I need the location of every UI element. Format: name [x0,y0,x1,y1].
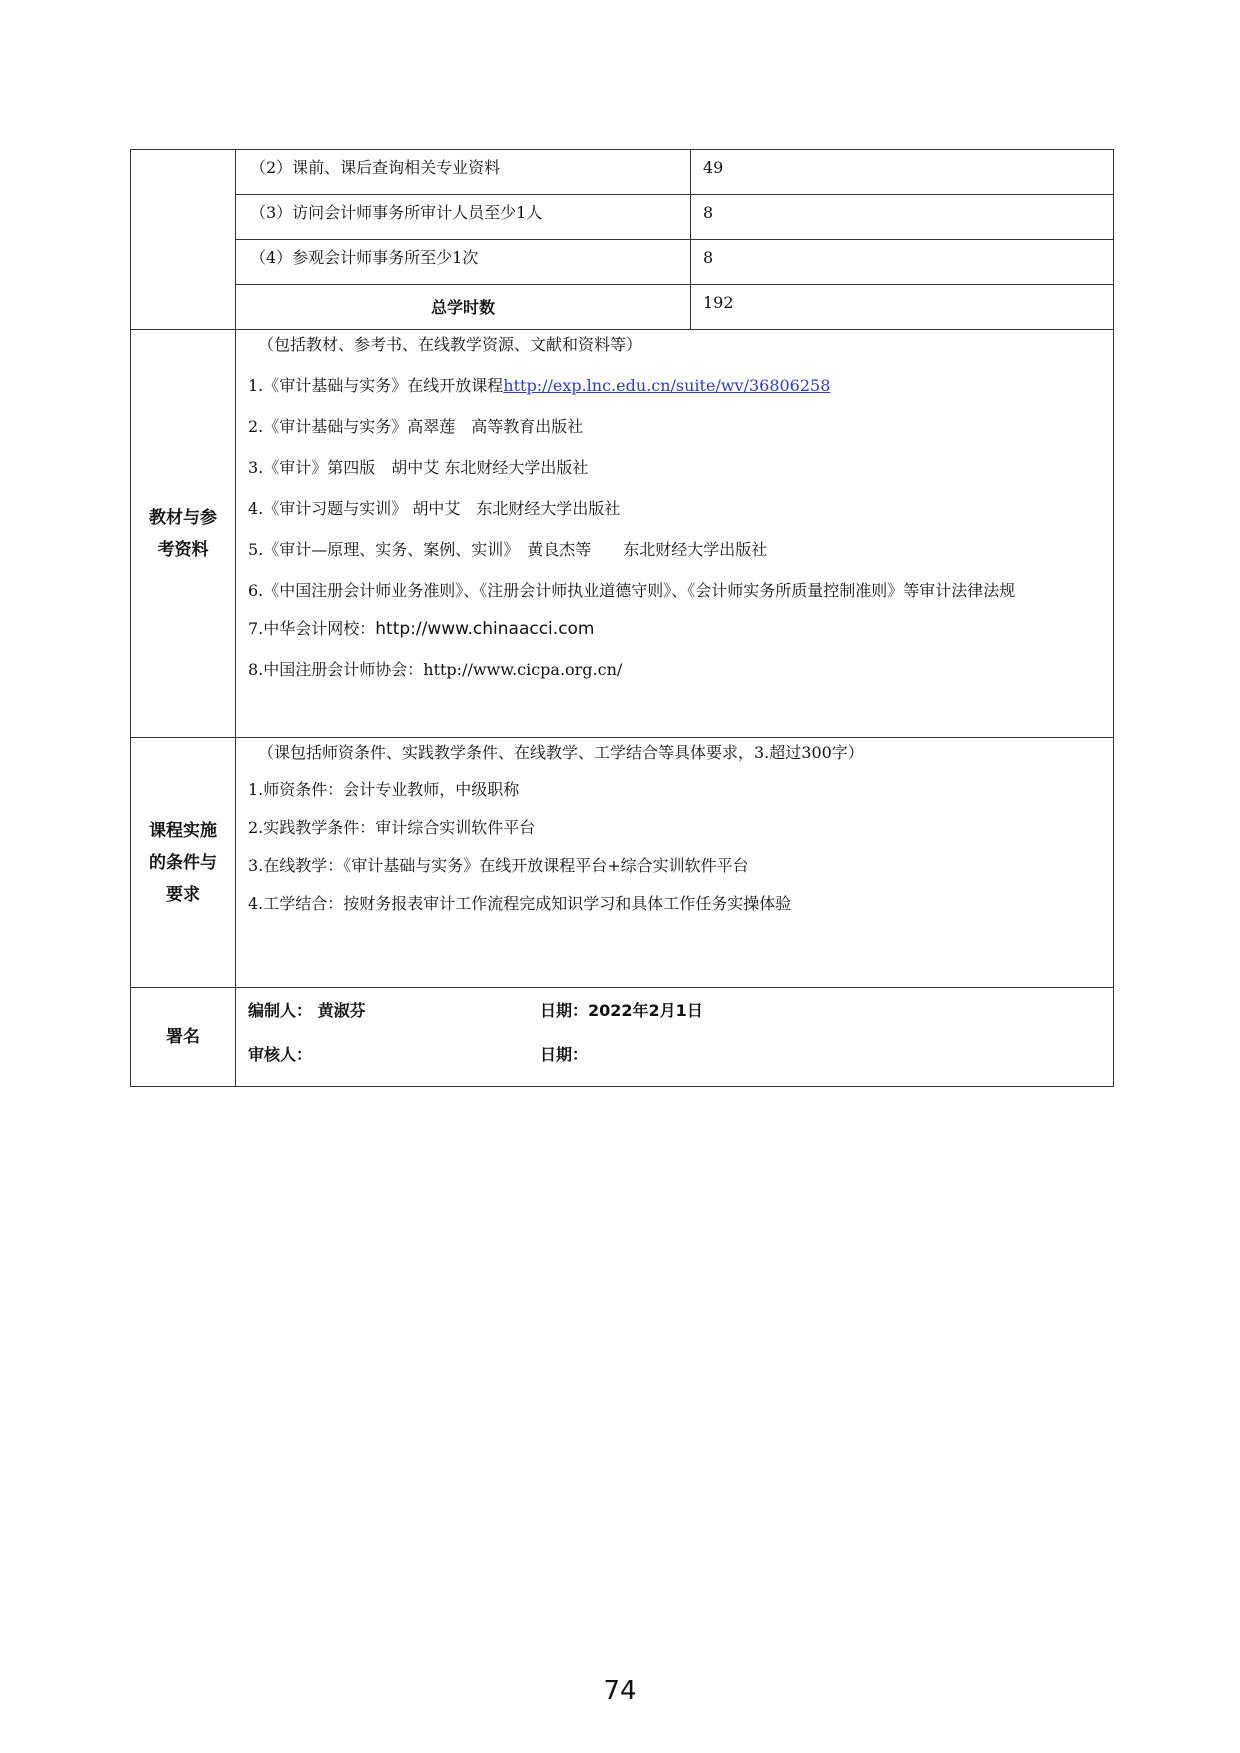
date-label: 日期： [540,1001,589,1020]
total-label: 总学时数 [236,285,691,330]
materials-content [236,330,1114,738]
editor-name: 黄淑芬 [317,1001,366,1020]
materials-row [131,330,1114,738]
reference-item: 6.《中国注册会计师业务准则》、《注册会计师执业道德守则》、《会计师实务所质量控制准则》等审计法律法规 [248,581,1016,600]
condition-item: 1.师资条件：会计专业教师，中级职称 [248,780,520,799]
reference-item: 3.《审计》第四版 胡中艾 东北财经大学出版社 [248,458,589,477]
reference-item: 5.《审计—原理、实务、案例、实训》 黄良杰等 东北财经大学出版社 [248,540,768,559]
materials-intro: （包括教材、参考书、在线教学资源、文献和资料等） [258,335,643,354]
table-row [131,195,1114,240]
reference-item: 8.中国注册会计师协会：http://www.cicpa.org.cn/ [248,660,623,679]
condition-item: 4.工学结合：按财务报表审计工作流程完成知识学习和具体工作任务实操体验 [248,894,792,913]
website-url: http://www.chinaacci.com [375,619,595,639]
editor-line [248,998,1101,1042]
editor-label: 编制人： [248,1001,313,1020]
conditions-intro: （课包括师资条件、实践教学条件、在线教学、工学结合等具体要求，3.超过300字） [258,743,864,762]
reference-item: 7.中华会计网校：http://www.chinaacci.com [248,619,595,639]
table-row [131,150,1114,195]
hours-item: （4）参观会计师事务所至少1次 [236,240,691,285]
conditions-content [236,738,1114,988]
date-value: 2022年2月1日 [588,1001,703,1020]
total-row [131,285,1114,330]
reference-item: 2.《审计基础与实务》高翠莲 高等教育出版社 [248,417,584,436]
conditions-row [131,738,1114,988]
reviewer-line [248,1042,1101,1086]
table-row [131,240,1114,285]
reference-item: 1.《审计基础与实务》在线开放课程http://exp.lnc.edu.cn/suite/wv/36806258 [248,376,831,395]
empty-label-cell [131,150,236,330]
conditions-label: 课程实施 的条件与 要求 [131,738,236,988]
condition-item: 3.在线教学：《审计基础与实务》在线开放课程平台+综合实训软件平台 [248,856,749,875]
total-value: 192 [691,285,1114,330]
hours-value: 49 [691,150,1114,195]
signature-label: 署名 [131,988,236,1087]
signature-row [131,988,1114,1087]
course-link[interactable]: http://exp.lnc.edu.cn/suite/wv/36806258 [503,376,831,395]
materials-label: 教材与参 考资料 [131,330,236,738]
condition-item: 2.实践教学条件：审计综合实训软件平台 [248,818,536,837]
reviewer-label: 审核人： [248,1045,313,1064]
hours-value: 8 [691,240,1114,285]
date-label: 日期： [540,1045,589,1064]
hours-value: 8 [691,195,1114,240]
hours-item: （3）访问会计师事务所审计人员至少1人 [236,195,691,240]
signature-content [236,988,1114,1087]
reference-item: 4.《审计习题与实训》 胡中艾 东北财经大学出版社 [248,499,621,518]
hours-item: （2）课前、课后查询相关专业资料 [236,150,691,195]
course-table [130,149,1114,1087]
page-number: 74 [603,1676,637,1706]
